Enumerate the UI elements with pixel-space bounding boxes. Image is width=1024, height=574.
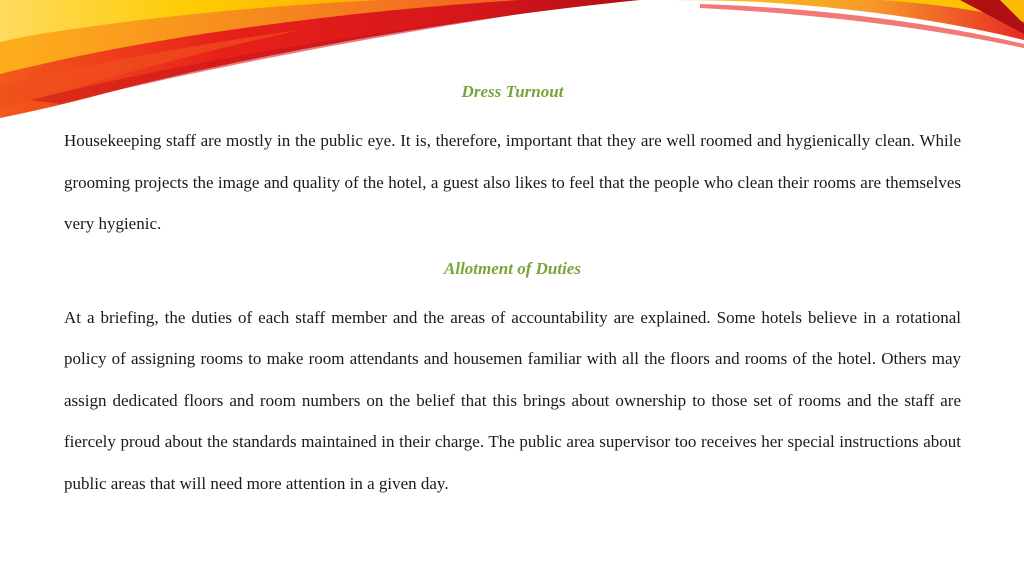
paragraph-dress-turnout: Housekeeping staff are mostly in the public eye. It is, therefore, important that they are well roomed and hygienically clean. While grooming projects the image and quality of the hotel, a guest also likes to feel that the people who clean their rooms are themselves very hygienic. [64,131,961,233]
section-heading-allotment-of-duties: Allotment of Duties [444,258,581,278]
paragraph-allotment-of-duties: At a briefing, the duties of each staff member and the areas of accountability are explained. Some hotels believe in a rotational policy of assigning rooms to make room attendants and housemen familiar with all the floors and rooms of the hotel. Others may assign dedicated floors and room numbers on the belief that this brings about ownership to those set of rooms and the staff are fiercely proud about the standards maintained in their charge. The public area supervisor too receives her special instructions about public areas that will need more attention in a given day. [64,307,961,493]
slide-content [64,78,961,504]
section-heading-dress-turnout: Dress Turnout [461,82,564,101]
